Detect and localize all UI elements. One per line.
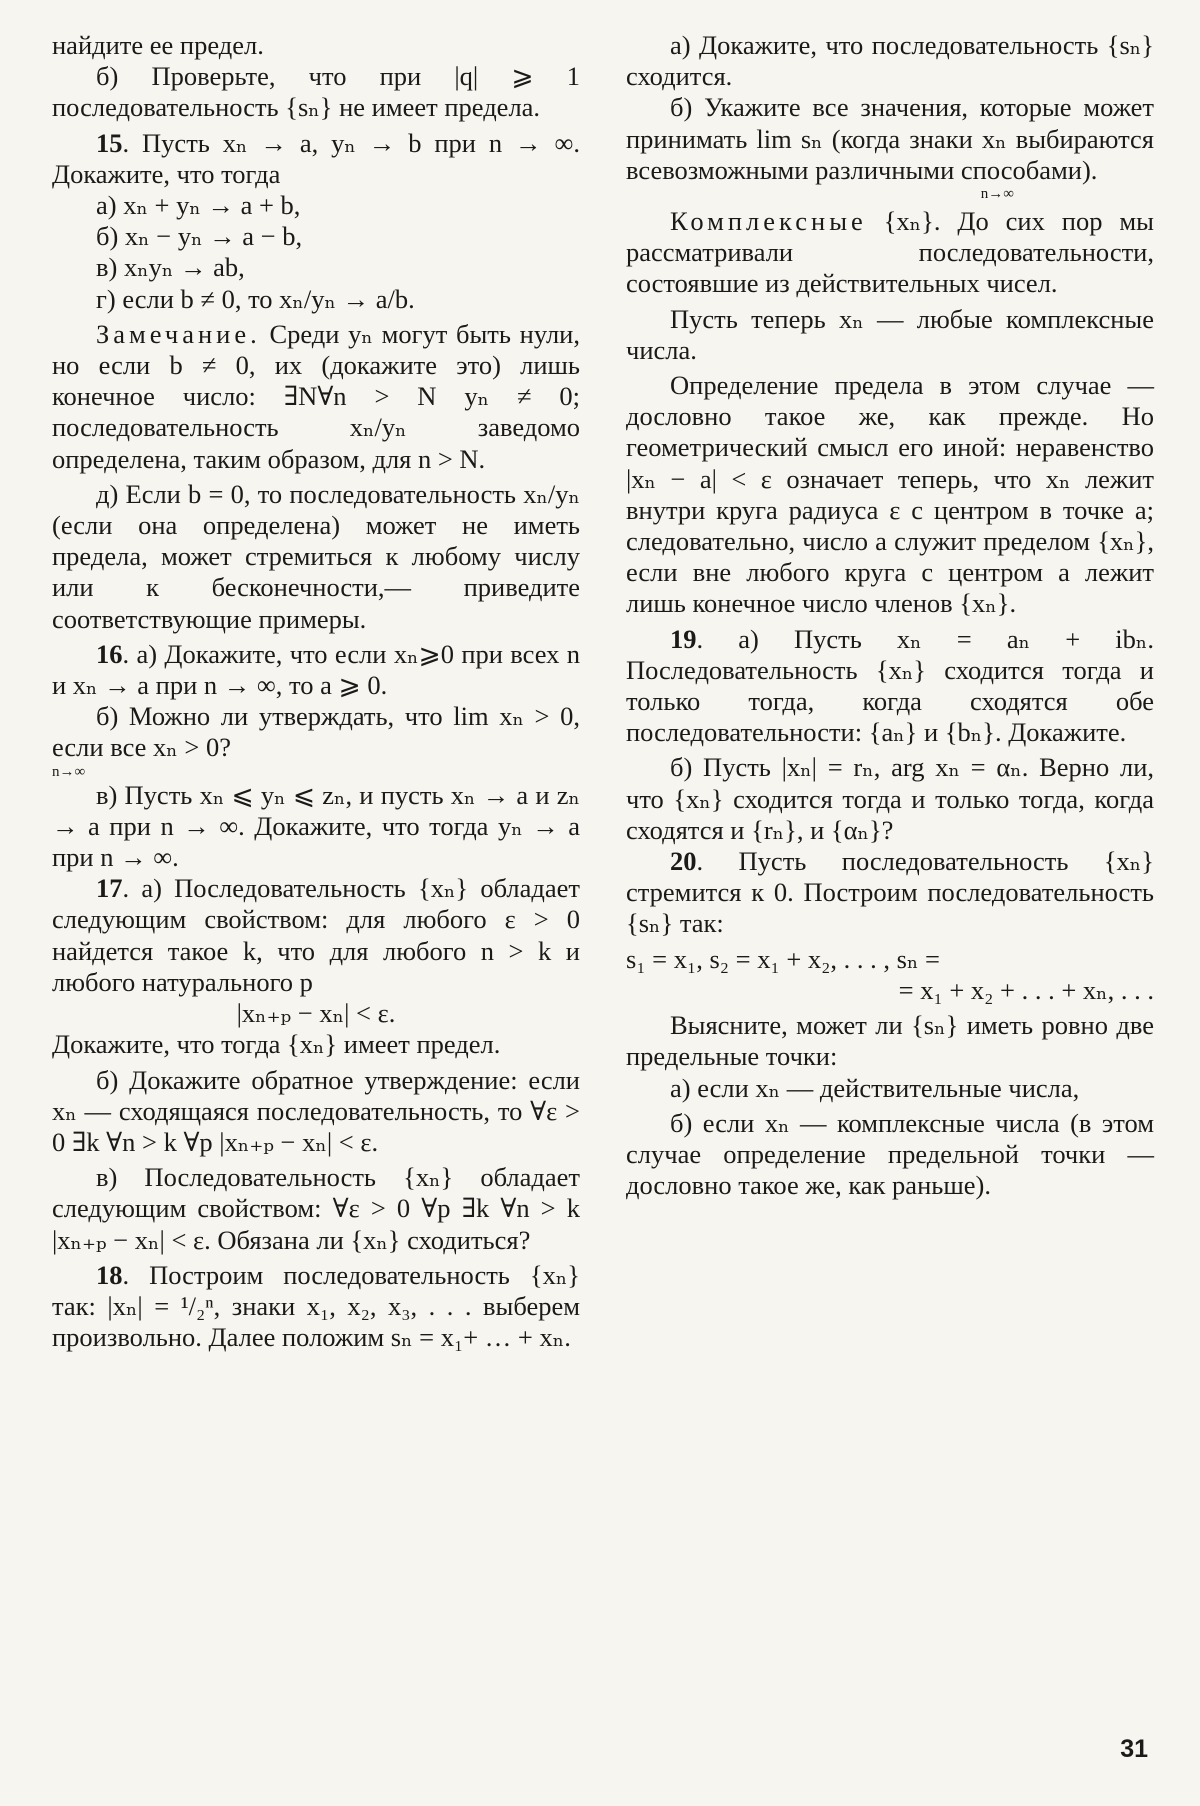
exercise-15e: д) Если b = 0, то последовательность xₙ/yₙ (если она определена) может не иметь предела, может стремиться к любому числу или к бесконечности,— приведите соответствующие примеры. xyxy=(52,478,580,634)
exercise-number: 17 xyxy=(96,873,123,904)
exercise-number: 16 xyxy=(96,638,123,669)
exercise-20a: а) если xₙ — действительные числа, xyxy=(670,1072,1080,1103)
exercise-number: 15 xyxy=(96,127,123,158)
exercise-18a: а) Докажите, что последовательность {sₙ} сходится. xyxy=(626,30,1154,92)
text-line: найдите ее предел. xyxy=(52,30,264,60)
exercise-number: 18 xyxy=(96,1259,123,1290)
exercise-17c: в) Последовательность {xₙ} обладает следующим свойством: ∀ε > 0 ∀p ∃k ∀n > k |xₙ₊ₚ − xₙ| < ε. Обязана ли {xₙ} сходиться? xyxy=(52,1162,580,1255)
page-number: 31 xyxy=(1120,1735,1148,1763)
left-column xyxy=(52,30,580,1353)
exercise-15b: б) xₙ − yₙ → a − b, xyxy=(96,221,303,252)
exercise-16b: б) Можно ли утверждать, что lim xₙ > 0, если все xₙ > 0? xyxy=(52,701,580,763)
section-text: {xₙ}. До сих пор мы рассматривали последовательности, состоявшие из действительных чисел. xyxy=(626,206,1154,299)
exercise-text: . а) Докажите, что если xₙ⩾0 при всех n и xₙ → a при n → ∞, то a ⩾ 0. xyxy=(52,638,580,701)
exercise-15 xyxy=(52,128,580,190)
exercise-20 xyxy=(626,846,1154,940)
right-column xyxy=(626,30,1154,1201)
exercise-18 xyxy=(52,1260,580,1354)
limit-subscript: n→∞ xyxy=(52,763,86,780)
remark-label: Замечание. xyxy=(96,318,261,349)
exercise-number: 20 xyxy=(670,846,697,877)
exercise-16c: в) Пусть xₙ ⩽ yₙ ⩽ zₙ, и пусть xₙ → a и zₙ → a при n → ∞. Докажите, что тогда yₙ → a при n → ∞. xyxy=(52,779,580,873)
exercise-15a: а) xₙ + yₙ → a + b, xyxy=(96,190,301,221)
exercise-text: . Пусть xₙ → a, yₙ → b при n → ∞. Докажите, что тогда xyxy=(52,127,580,189)
formula: |xₙ₊ₚ − xₙ| < ε. xyxy=(236,998,396,1029)
exercise-15d: г) если b ≠ 0, то xₙ/yₙ → a/b. xyxy=(96,283,415,314)
exercise-18b: б) Укажите все значения, которые может принимать lim sₙ (когда знаки xₙ выбираются всевозможными различными способами). xyxy=(626,92,1154,185)
exercise-20b: б) если xₙ — комплексные числа (в этом случае определение предельной точки — дословно такое же, как раньше). xyxy=(626,1107,1154,1201)
section-complex xyxy=(626,206,1154,300)
exercise-text: . Пусть последовательность {xₙ} стремится к 0. Построим последовательность {sₙ} так: xyxy=(626,846,1154,939)
paragraph: Определение предела в этом случае — дословно такое же, как прежде. Но геометрический смысл его иной: неравенство |xₙ − a| < ε означает теперь, что xₙ лежит внутри круга радиуса ε с центром в точке a; следовательно, число a служит пределом {xₙ}, если вне любого круга с центром a лежит лишь конечное число членов {xₙ}. xyxy=(626,370,1154,619)
paragraph: Пусть теперь xₙ — любые комплексные числа. xyxy=(626,303,1154,365)
exercise-19b: б) Пусть |xₙ| = rₙ, arg xₙ = αₙ. Верно ли, что {xₙ} сходится тогда и только тогда, когда сходятся и {rₙ}, и {αₙ}? xyxy=(626,752,1154,845)
exercise-17a xyxy=(52,873,580,998)
text-line: Докажите, что тогда {xₙ} имеет предел. xyxy=(52,1029,501,1060)
exercise-17b: б) Докажите обратное утверждение: если xₙ — сходящаяся последовательность, то ∀ε > 0 ∃k ∀n > k ∀p |xₙ₊ₚ − xₙ| < ε. xyxy=(52,1064,580,1157)
limit-subscript: n→∞ xyxy=(980,186,1014,203)
section-label: Комплексные xyxy=(670,206,867,237)
formula: s₁ = x₁, s₂ = x₁ + x₂, . . . , sₙ = xyxy=(626,943,941,974)
exercise-16a xyxy=(52,639,580,701)
paragraph: Выясните, может ли {sₙ} иметь ровно две предельные точки: xyxy=(626,1010,1154,1072)
exercise-number: 19 xyxy=(670,623,697,654)
exercise-14b: б) Проверьте, что при |q| ⩾ 1 последовательность {sₙ} не имеет предела. xyxy=(52,61,580,123)
exercise-15c: в) xₙyₙ → ab, xyxy=(96,252,245,283)
exercise-text: . а) Последовательность {xₙ} обладает следующим свойством: для любого ε > 0 найдется такое k, что для любого n > k и любого натурального p xyxy=(52,873,580,997)
exercise-19a xyxy=(626,624,1154,749)
exercise-text: . а) Пусть xₙ = aₙ + ibₙ. Последовательность {xₙ} сходится тогда и только тогда, когда сходятся обе последовательности: {aₙ} и {bₙ}. Докажите. xyxy=(626,623,1154,748)
formula: = x₁ + x₂ + . . . + xₙ, . . . xyxy=(898,974,1154,1005)
exercise-text: . Построим последовательность {xₙ} так: |xₙ| = ¹/₂ⁿ, знаки x₁, x₂, x₃, . . . выберем произвольно. Далее положим sₙ = x₁+ … + xₙ. xyxy=(52,1259,580,1353)
remark-text: Среди yₙ могут быть нули, но если b ≠ 0, их (докажите это) лишь конечное число: ∃N∀n > N yₙ ≠ 0; последовательность xₙ/yₙ заведомо определена, таким образом, для n > N. xyxy=(52,318,580,474)
remark xyxy=(52,319,580,475)
